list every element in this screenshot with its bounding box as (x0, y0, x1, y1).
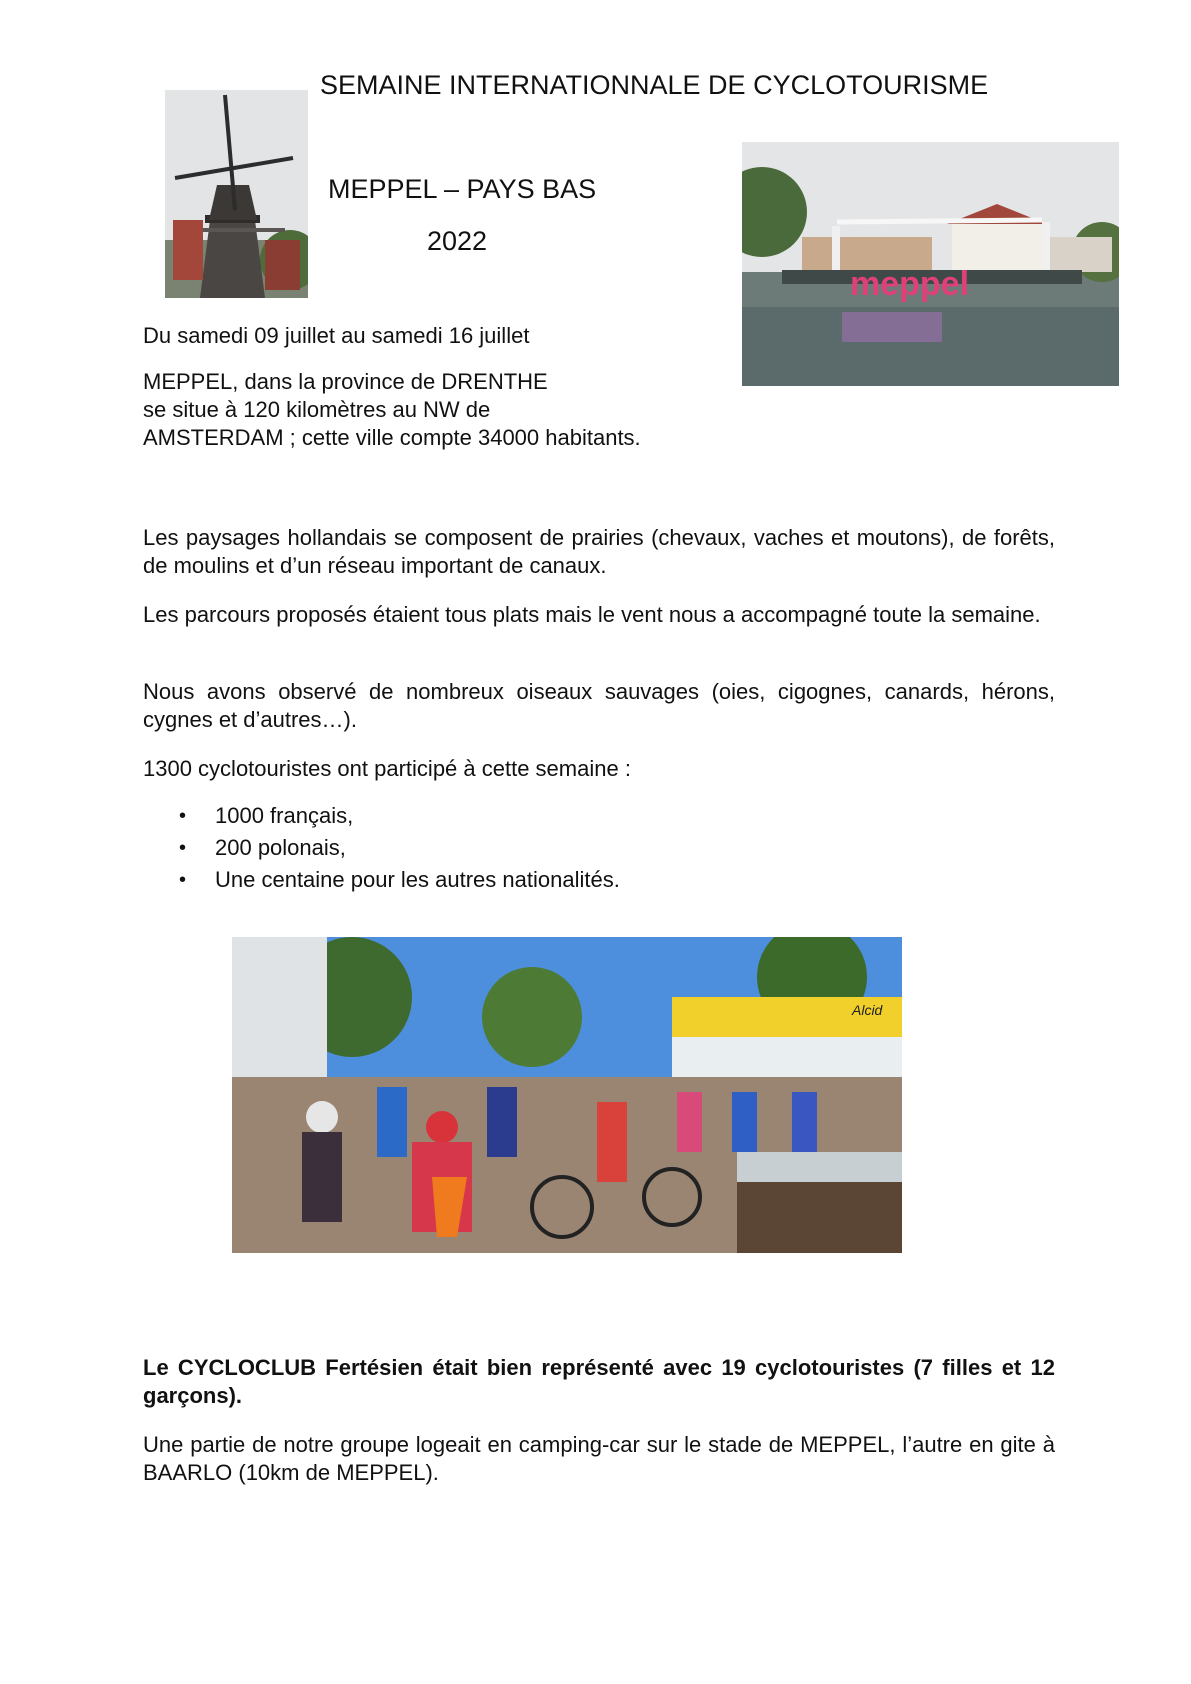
cafe-sign-text: Alcid (852, 1002, 883, 1018)
meppel-sign-text: meppel (850, 265, 970, 303)
club-statement: Le CYCLOCLUB Fertésien était bien représenté avec 19 cyclotouristes (7 filles et 12 garçons). (143, 1355, 1055, 1408)
meppel-sign-photo (742, 142, 1119, 386)
location-line: se situe à 120 kilomètres au NW de (143, 397, 491, 422)
list-item: • 200 polonais, (143, 832, 620, 864)
location-line: AMSTERDAM ; cette ville compte 34000 habitants. (143, 425, 641, 450)
paragraph-participants: 1300 cyclotouristes ont participé à cette semaine : (143, 756, 631, 781)
cyclists-illustration (232, 937, 902, 1253)
list-item: • Une centaine pour les autres nationalités. (143, 864, 620, 896)
list-item: • 1000 français, (143, 800, 620, 832)
location-description (143, 368, 703, 452)
location-line: MEPPEL, dans la province de DRENTHE (143, 369, 548, 394)
document-subtitle: MEPPEL – PAYS BAS (328, 174, 597, 204)
event-dates: Du samedi 09 juillet au samedi 16 juillet (143, 323, 530, 348)
participants-list (143, 800, 620, 896)
cyclists-group-photo (232, 937, 902, 1253)
document-year: 2022 (427, 226, 488, 256)
windmill-illustration (165, 90, 308, 298)
meppel-sign-illustration (742, 142, 1119, 386)
windmill-photo (165, 90, 308, 298)
document-title: SEMAINE INTERNATIONNALE DE CYCLOTOURISME (320, 70, 989, 100)
lodging-paragraph: Une partie de notre groupe logeait en camping-car sur le stade de MEPPEL, l’autre en gite à BAARLO (10km de MEPPEL). (143, 1432, 1055, 1485)
paragraph-routes: Les parcours proposés étaient tous plats mais le vent nous a accompagné toute la semaine. (143, 602, 1041, 627)
paragraph-birds: Nous avons observé de nombreux oiseaux sauvages (oies, cigognes, canards, hérons, cygnes et d’autres…). (143, 679, 1055, 732)
paragraph-landscapes: Les paysages hollandais se composent de prairies (chevaux, vaches et moutons), de forêts, de moulins et d’un réseau important de canaux. (143, 525, 1055, 578)
